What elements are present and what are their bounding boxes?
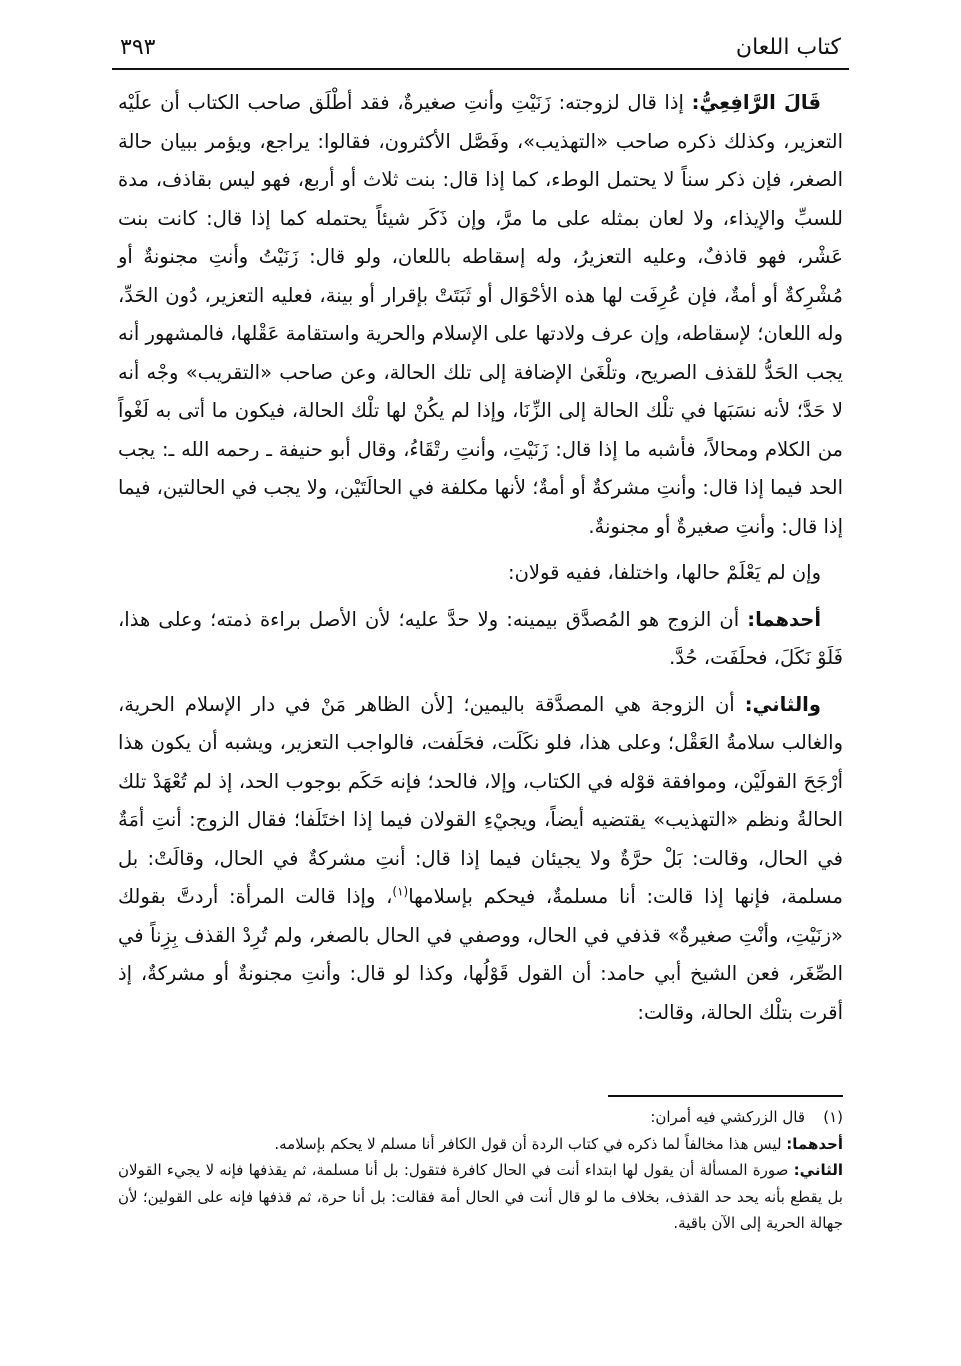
footnote-text: ليس هذا مخالفاً لما ذكره في كتاب الردة أن قول الكافر أنا مسلم لا يحكم بإسلامه. — [274, 1134, 787, 1153]
footnote-number: (١) — [823, 1108, 843, 1126]
paragraph-text: ، وإذا قالت المرأة: أردتَّ بقولك «زنَيْتِ، وأنْتِ صغيرةٌ» قذفي في الحال، ووصفي في الحال بالصغر، ولم تُرِدْ القذف بِزِناً في الصِّغَر، فعن الشيخ أبي حامد: أن القول قَوْلُها، وكذا لو قال: وأنتِ مجنونةٌ أو مشركةٌ، إذ أقرت بتلْك الحالة، وقالت: — [118, 885, 843, 1024]
footnote-text: صورة المسألة أن يقول لها ابتداء أنت في الحال كافرة فتقول: بل أنا مسلمة، ثم يقذفها فإنه لا يجيء القولان بل يقطع بأنه يحد حد القذف، بخلاف ما لو قال أنت في الحال أمة فقالت: بل أنا حرة، ثم قذفها فإنه على القولين؛ لأن جهالة الحرية إلى الآن باقية. — [118, 1161, 843, 1232]
page-number: ٣٩٣ — [120, 34, 156, 60]
paragraph-text: أن الزوجة هي المصدَّقة باليمين؛ [لأن الظاهر مَنْ في دار الإسلام الحرية، والغالب سلامةُ العَقْل؛ وعلى هذا، فلو نكَلَت، فحَلَفت، فالواجب التعزير، ويشبه أن يكون هذا أرْجَحَ القولَيْن، وموافقة قوْله في الكتاب، وإلا، فالحد؛ فإنه حَكَم بوجوب الحد، إذ لم تُعْهَدْ تلك الحالةُ ونظم «التهذيب» يقتضيه أيضاً، ويجيْءِ القولان فيما إذا اختَلَفا؛ فقال الزوج: أنتِ أمَةٌ في الحال، وقالت: بَلْ حرَّةٌ ولا يجيئان فيما إذا قال: أنتِ مشركةٌ في الحال، وقالَتْ: بل مسلمة، فإنها إذا قالت: أنا مسلمةٌ، فيحكم بإسلامها — [118, 692, 843, 908]
paragraph-rafii — [118, 84, 843, 546]
paragraph-text: أن الزوج هو المُصدَّق بيمينه: ولا حدَّ عليه؛ لأن الأصل براءة ذمته؛ وعلى هذا، فَلَوْ نَكَلَ، فحلَفَت، حُدَّ. — [118, 607, 843, 669]
paragraph-label: قَالَ الرَّافِعِيُّ: — [691, 91, 822, 114]
footnotes — [118, 1104, 843, 1237]
footnote-label: الثاني: — [793, 1161, 843, 1179]
paragraph-text: إذا قال لزوجته: زَنَيْتِ وأنتِ صغيرةٌ، فقد أطْلَق صاحب الكتاب أن علَيْه التعزير، وكذلك ذكره صاحب «التهذيب»، وفَصَّل الأكثرون، فقالوا: يراجع، ويؤمر ببيان حالة الصغر، فإن ذكر سناً لا يحتمل الوطء، كما إذا قال: بنت ثلاث أو أربع، فهو ليس بقاذف، مدة للسبِّ والإيذاء، ولا لعان بمثله على ما مرَّ، وإن ذَكَر شيئاً يحتمله كما إذا قال: كانت بنت عَشْر، فهو قاذفٌ، وعليه التعزيرُ، وله إسقاطه باللعان، ولو قال: زَنَيْتُ وأنتِ مجنونةٌ أو مُشْرِكةٌ أو أمةٌ، فإن عُرِفَت لها هذه الأحْوَال أو ثَبَتَتْ بإقرار أو بينة، فعليه التعزير، دُون الحَدِّ، وله اللعان؛ لإسقاطه، وإن عرف ولادتها على الإسلام والحرية واستقامة عَقْلها، فالمشهور أنه يجب الحَدُّ للقذف الصريح، وتلْغَىٰ الإضافة إلى تلك الحالة، وعن صاحب «التقريب» وجْه أنه لا حَدَّ؛ لأنه نسَبَها في تلْك الحالة إلى الزِّنَا، وإذا لم يكُنْ لها تلْك الحالة، فيكون ما أتى به لَغْواً من الكلام ومحالاً، فأشبه ما إذا قال: زَنَيْتِ، وأنتِ رتْقَاءُ، وقال أبو حنيفة ـ رحمه الله ـ: يجب الحد فيما إذا قال: وأنتِ مشركةٌ أو أمةٌ؛ لأنها مكلفة في الحالَتَيْن، ولا يجب في الحالتين، فيما إذا قال: وأنتِ صغيرةٌ أو مجنونةٌ. — [118, 91, 843, 538]
footnote-rule — [608, 1095, 843, 1097]
footnote-second — [118, 1157, 843, 1237]
paragraph-label: أحدهما: — [747, 607, 821, 631]
footnote-label: أحدهما: — [786, 1134, 843, 1153]
header-rule — [112, 68, 849, 70]
paragraph-label: والثاني: — [744, 692, 821, 716]
main-text — [118, 84, 843, 1032]
footnote-text: قال الزركشي فيه أمران: — [650, 1108, 805, 1126]
paragraph-second-opinion — [118, 686, 843, 1033]
footnote-marker[interactable]: (١) — [392, 884, 409, 899]
paragraph-two-opinions — [118, 554, 843, 593]
paragraph-text: وإن لم يَعْلَمْ حالها، واختلفا، ففيه قولان: — [508, 561, 821, 584]
chapter-title: كتاب اللعان — [735, 34, 841, 60]
paragraph-first-opinion — [118, 601, 843, 678]
running-head — [120, 30, 841, 64]
footnote-intro — [118, 1104, 843, 1131]
footnote-first — [118, 1131, 843, 1158]
